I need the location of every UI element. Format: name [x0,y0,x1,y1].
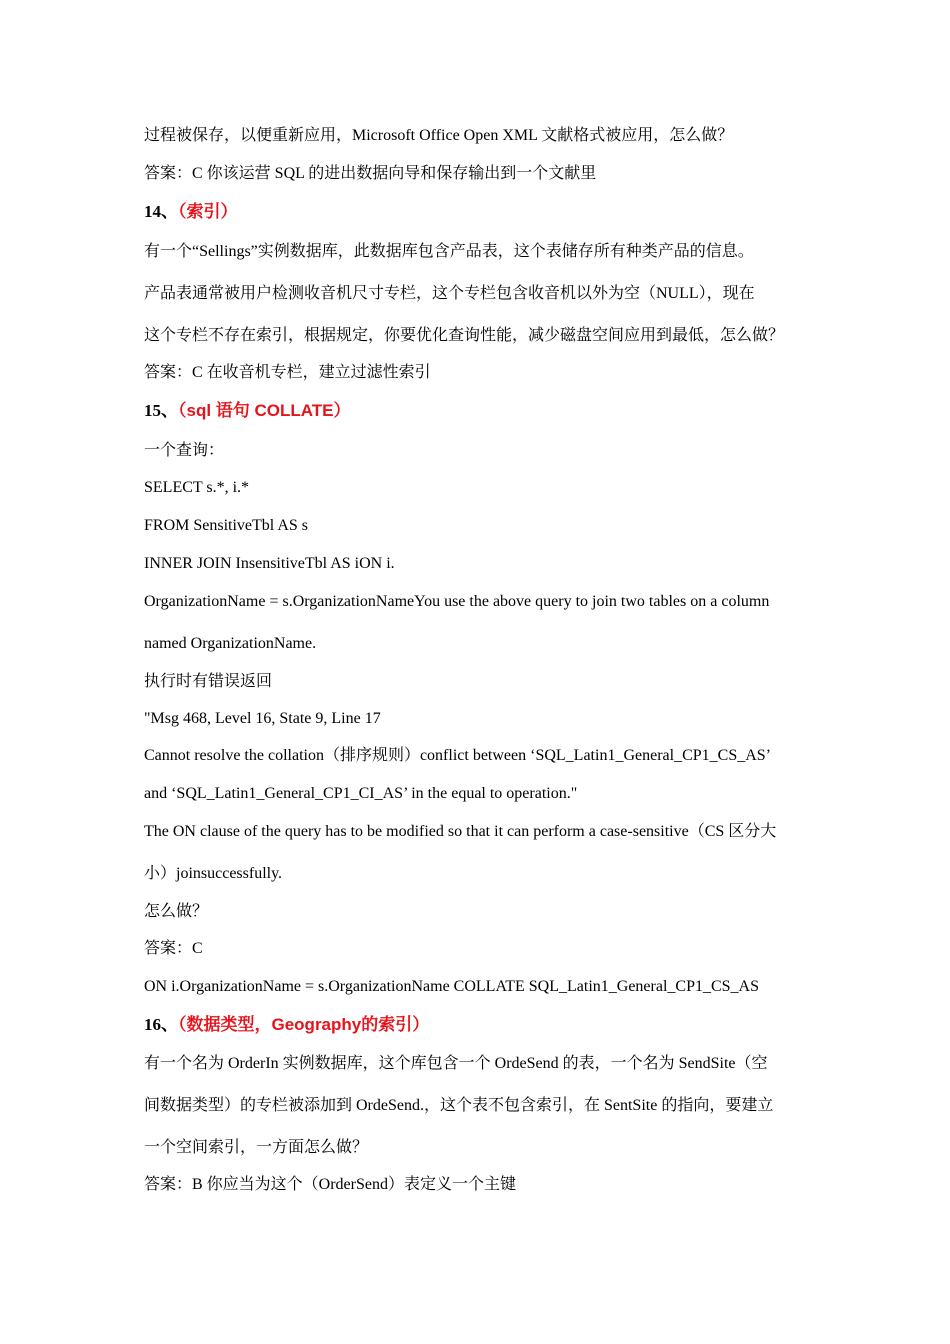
text-line: 有一个名为 OrderIn 实例数据库，这个库包含一个 OrdeSend 的表，一个名为 SendSite（空 [144,1055,768,1072]
text-line: 产品表通常被用户检测收音机尺寸专栏，这个专栏包含收音机以外为空（NULL），现在 [144,285,755,302]
heading-number: 15、 [144,401,178,420]
text-line: named OrganizationName. [144,635,317,652]
text-line: 过程被保存，以便重新应用，Microsoft Office Open XML 文献格式被应用，怎么做？ [144,127,734,144]
text-line: 一个查询： [144,442,225,459]
code-line: ON i.OrganizationName = s.OrganizationName COLLATE SQL_Latin1_General_CP1_CS_AS [144,978,759,995]
section-heading-15 [144,401,351,421]
section-heading-16 [144,1015,429,1035]
heading-number: 14、 [144,202,178,221]
heading-title: （数据类型，Geography的索引） [178,1015,430,1034]
text-line: 这个专栏不存在索引，根据规定，你要优化查询性能，减少磁盘空间应用到最低，怎么做？ [144,327,785,344]
error-line: "Msg 468, Level 16, State 9, Line 17 [144,710,381,727]
code-line: INNER JOIN InsensitiveTbl AS iON i. [144,555,395,572]
heading-title: （索引） [178,202,238,221]
answer-line: 答案：B 你应当为这个（OrderSend）表定义一个主键 [144,1176,516,1193]
text-line: 小）joinsuccessfully. [144,865,283,882]
code-line: FROM SensitiveTbl AS s [144,517,309,534]
heading-title: （sql 语句 COLLATE） [178,401,351,420]
answer-line: 答案：C 在收音机专栏，建立过滤性索引 [144,364,431,381]
text-line: 有一个“Sellings”实例数据库，此数据库包含产品表，这个表储存所有种类产品的信息。 [144,243,754,260]
text-line: The ON clause of the query has to be modified so that it can perform a case-sensitive（CS 区分大 [144,823,777,840]
section-heading-14 [144,202,238,222]
text-line: 间数据类型）的专栏被添加到 OrdeSend.，这个表不包含索引，在 SentSite 的指向，要建立 [144,1097,774,1114]
answer-line: 答案：C [144,940,203,957]
text-line: 一个空间索引，一方面怎么做？ [144,1139,369,1156]
text-line: OrganizationName = s.OrganizationNameYou use the above query to join two tables on a column [144,593,770,610]
answer-line: 答案：C 你该运营 SQL 的进出数据向导和保存输出到一个文献里 [144,165,597,182]
error-line: Cannot resolve the collation（排序规则）conflict between ‘SQL_Latin1_General_CP1_CS_AS’ [144,747,772,764]
error-line: and ‘SQL_Latin1_General_CP1_CI_AS’ in the equal to operation." [144,785,578,802]
text-line: 执行时有错误返回 [144,673,273,690]
code-line: SELECT s.*, i.* [144,479,250,496]
heading-number: 16、 [144,1015,178,1034]
text-line: 怎么做？ [144,903,209,920]
